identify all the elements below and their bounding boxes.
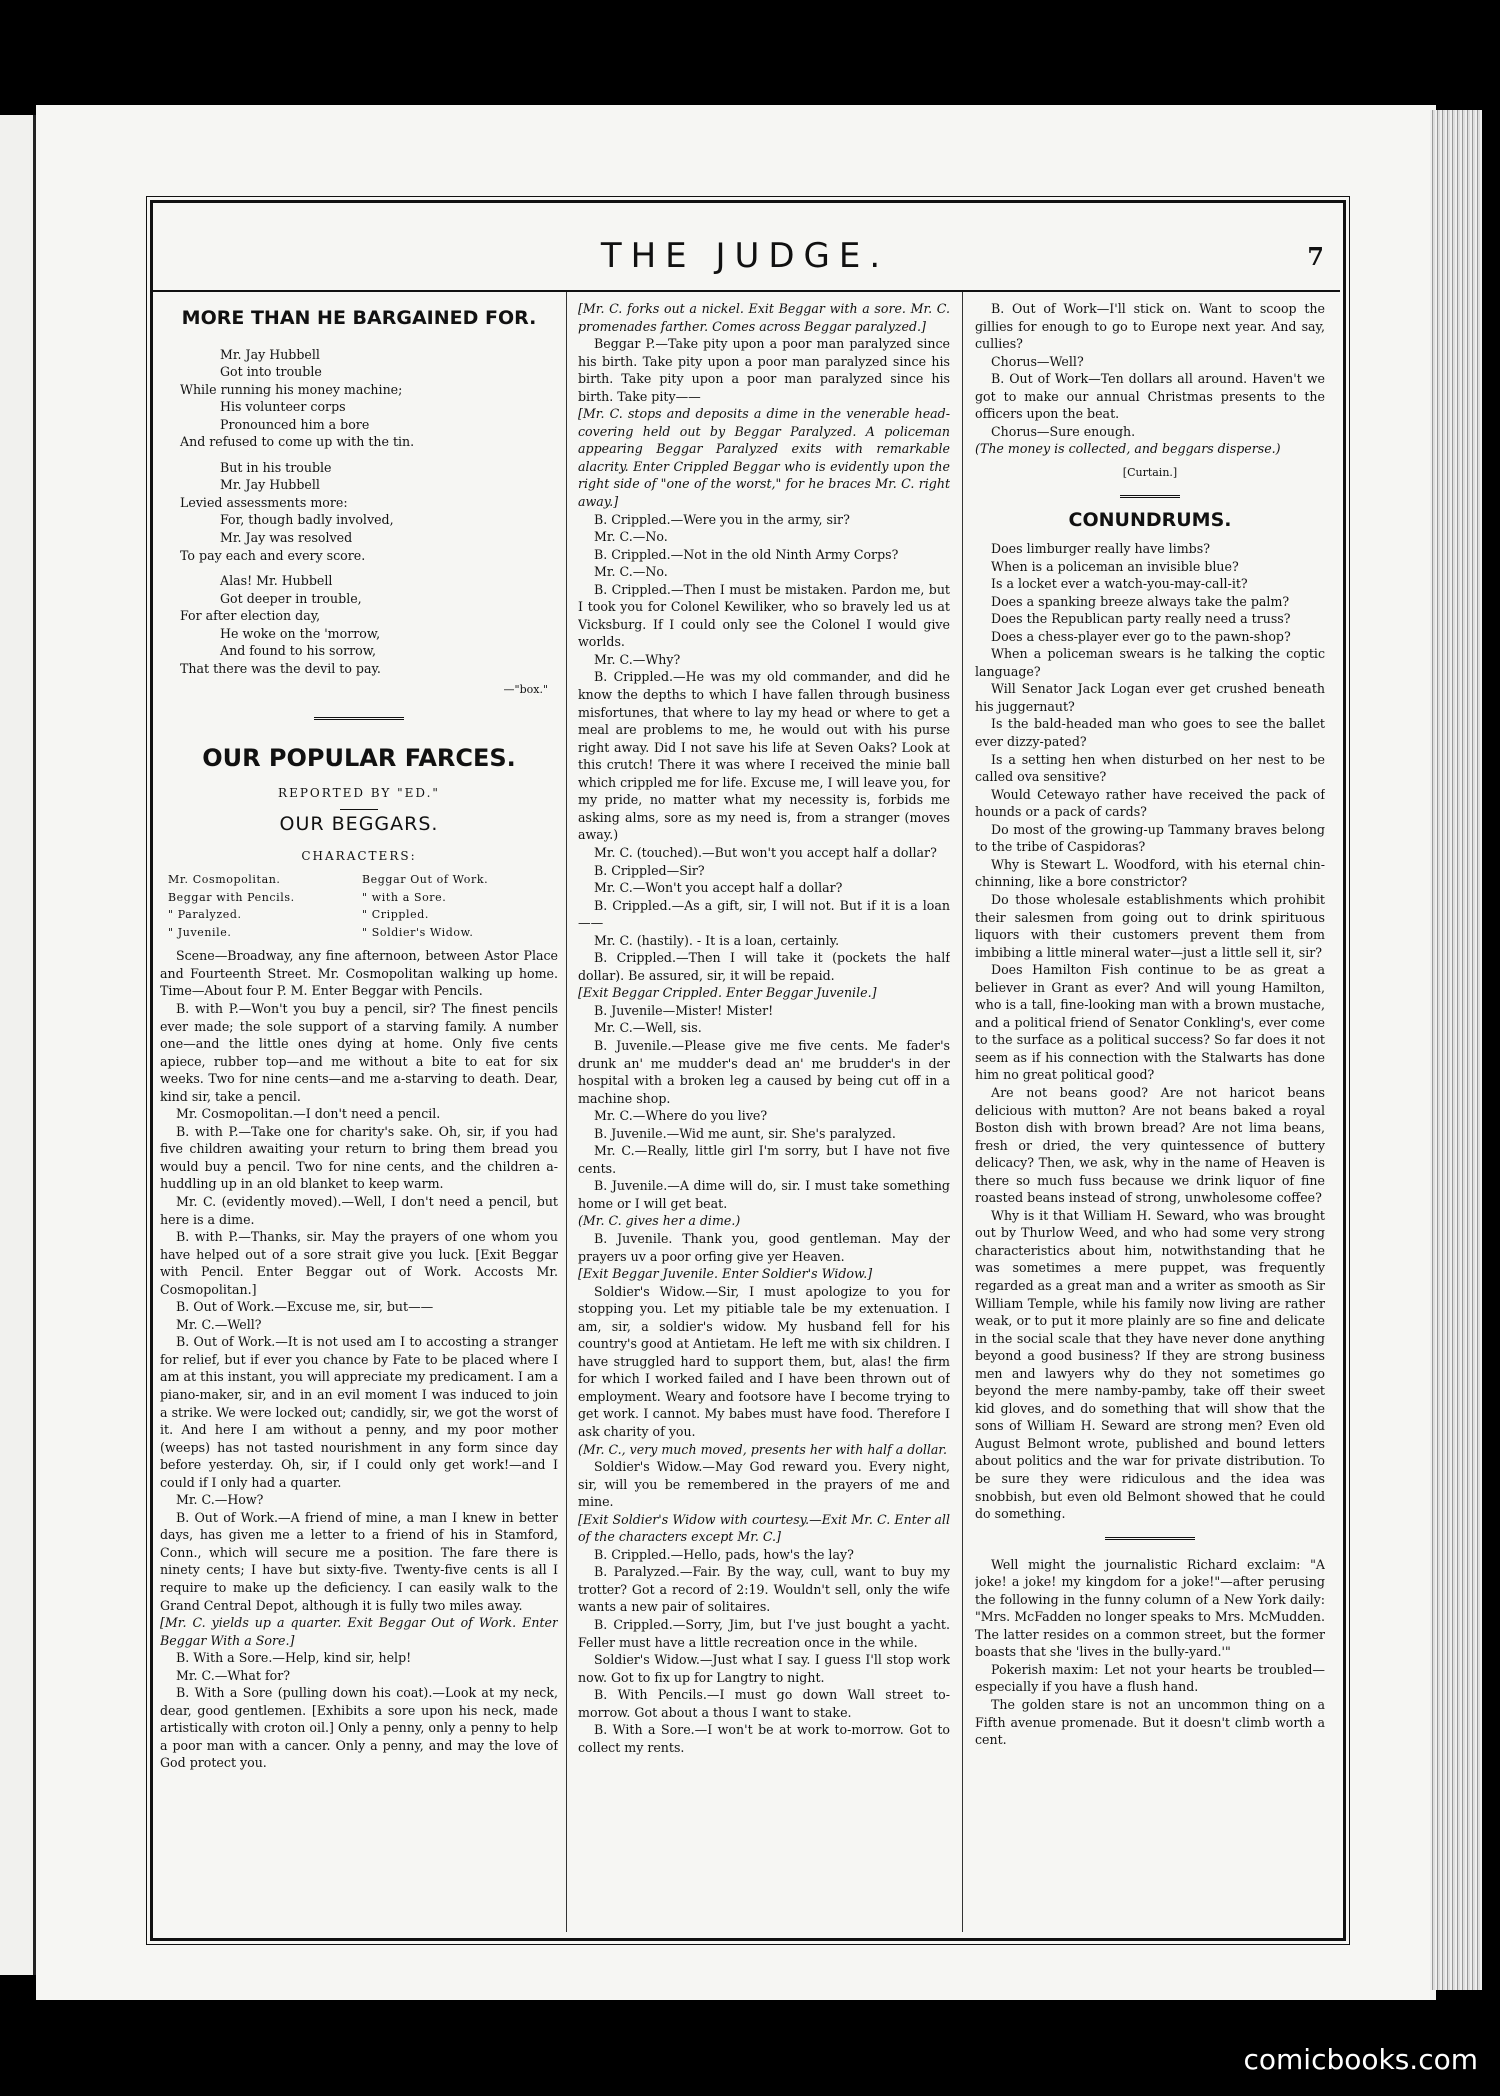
paragraph: Soldier's Widow.—May God reward you. Every night, sir, will you be remembered in the prayers of me and mine. <box>578 1459 950 1510</box>
paragraph: B. Juvenile.—A dime will do, sir. I must take something home or I will get beat. <box>578 1178 950 1211</box>
paragraph: B. Juvenile.—Wid me aunt, sir. She's paralyzed. <box>594 1125 896 1141</box>
poem <box>160 346 558 678</box>
paragraph: Mr. C.—Why? <box>594 651 681 667</box>
paragraph: Mr. C.—Where do you live? <box>594 1108 768 1124</box>
characters-list <box>160 871 558 941</box>
paragraph: Scene—Broadway, any fine afternoon, between Astor Place and Fourteenth Street. Mr. Cosmopolitan walking up home. Time—About four P. M. Enter Beggar with Pencils. <box>160 948 558 999</box>
paragraph: B. Crippled.—Were you in the army, sir? <box>594 511 850 527</box>
paragraph: B. Crippled.—Then I must be mistaken. Pardon me, but I took you for Colonel Kewiliker, who so bravely led us at Vicksburg. If I could only see the Colonel I would give worlds. <box>578 581 950 650</box>
paragraph: Does a spanking breeze always take the palm? <box>991 593 1290 609</box>
poem-line: Pronounced him a bore <box>220 416 370 432</box>
paragraph: Mr. C.—How? <box>176 1492 264 1508</box>
column-divider <box>566 292 567 1932</box>
character-entry: " Paralyzed. <box>168 908 242 922</box>
facing-page-edge <box>0 115 40 1975</box>
paragraph: [Exit Beggar Juvenile. Enter Soldier's Widow.] <box>578 1266 873 1282</box>
poem-line: Got deeper in trouble, <box>220 590 362 606</box>
paragraph: Is a setting hen when disturbed on her nest to be called ova sensitive? <box>975 751 1325 785</box>
short-rule <box>340 809 378 810</box>
character-entry: " Crippled. <box>362 908 429 922</box>
book-page-edges <box>1430 110 1482 1990</box>
character-entry: Mr. Cosmopolitan. <box>168 873 281 887</box>
paragraph: B. Crippled.—As a gift, sir, I will not. But if it is a loan—— <box>578 897 950 931</box>
paragraph: B. With Pencils.—I must go down Wall street to-morrow. Got about a thous I want to stake. <box>578 1687 950 1720</box>
column-one <box>160 300 558 1925</box>
paragraph: B. With a Sore.—I won't be at work to-morrow. Got to collect my rents. <box>578 1722 950 1755</box>
paragraph: B. Out of Work.—A friend of mine, a man I knew in better days, has given me a letter to a friend of his in Stamford, Conn., which will secure me a position. The fare there is ninety cents; I have but sixty-five. Twenty-five cents is all I require to make up the deficiency. I can easily walk to the Grand Central Depot, although it is fully two miles away. <box>160 1509 558 1613</box>
paragraph: B. with P.—Take one for charity's sake. Oh, sir, if you had five children awaiting your return to bring them bread you would buy a pencil. Two for nine cents, and the children a-huddling up in an old blanket to keep warm. <box>160 1123 558 1192</box>
paragraph: B. Crippled.—Then I will take it (pockets the half dollar). Be assured, sir, it will be repaid. <box>578 950 950 983</box>
paragraph: Do those wholesale establishments which prohibit their salesmen from going out to drink spirituous liquors with their customers prevent them from imbibing a little mineral water—just a little sell it, sir? <box>975 891 1325 960</box>
paragraph: B. Crippled.—He was my old commander, and did he know the depths to which I have fallen through business misfortunes, that where to lay my head or where to get a meal are problems to me, he would out with his purse right away. Did I not save his life at Seven Oaks? Look at this crutch! There it was where I received the minie ball which crippled me for life. Excuse me, I will leave you, for my pride, no matter what my necessity is, forbids me asking alms, sore as my need is, from a stranger (moves away.) <box>578 669 950 843</box>
paragraph: Mr. C.—No. <box>594 529 668 545</box>
column-three <box>975 300 1325 1925</box>
paragraph: (The money is collected, and beggars disperse.) <box>975 441 1281 457</box>
masthead: THE JUDGE. <box>600 236 890 276</box>
paragraph: Is the bald-headed man who goes to see the ballet ever dizzy-pated? <box>975 716 1325 750</box>
poem-line: For after election day, <box>180 608 321 624</box>
paragraph: Mr. C. (touched).—But won't you accept half a dollar? <box>594 844 937 860</box>
poem-title: MORE THAN HE BARGAINED FOR. <box>181 307 537 329</box>
poem-line: While running his money machine; <box>180 381 403 397</box>
paragraph: The golden stare is not an uncommon thing on a Fifth avenue promenade. But it doesn't climb worth a cent. <box>975 1697 1325 1748</box>
paragraph: B. Out of Work.—It is not used am I to accosting a stranger for relief, but if ever you chance by Fate to be placed where I am at this instant, you will appreciate my predicament. I am a piano-maker, sir, and in an evil moment I was induced to join a strike. We were locked out; candidly, sir, we got the worst of it. And here I am without a penny, and my poor mother (weeps) has not tasted nourishment in any form since day before yesterday. Oh, sir, if I could only get work!—and I could if I only had a quarter. <box>160 1334 558 1490</box>
paragraph: Soldier's Widow.—Just what I say. I guess I'll stop work now. Got to fix up for Langtry to night. <box>578 1652 950 1685</box>
section-divider <box>1105 1537 1195 1544</box>
paragraph: Are not beans good? Are not haricot beans delicious with mutton? Are not beans baked a royal Boston dish with brown bread? Are not lima beans, fresh or dried, the very quintessence of buttery delicacy? Then, we ask, why in the name of Heaven is there so much fuss because we drink liquor of fine roasted beans instead of strong, unwholesome coffee? <box>975 1084 1325 1206</box>
curtain: [Curtain.] <box>1122 465 1178 479</box>
poem-line: His volunteer corps <box>220 399 346 415</box>
paragraph: Mr. Cosmopolitan.—I don't need a pencil. <box>176 1106 441 1122</box>
character-entry: " with a Sore. <box>362 890 447 904</box>
paragraph: Why is Stewart L. Woodford, with his eternal chin-chinning, like a bore constrictor? <box>975 856 1325 890</box>
paragraph: Mr. C.—No. <box>594 564 668 580</box>
poem-line: For, though badly involved, <box>220 512 394 528</box>
paragraph: When is a policeman an invisible blue? <box>991 558 1239 574</box>
paragraph: [Mr. C. stops and deposits a dime in the venerable head-covering held out by Beggar Paralyzed. A policeman appearing Beggar Paralyzed exits with remarkable alacrity. Enter Crippled Beggar who is evidently upon the right side of "one of the worst," for he braces Mr. C. right away.] <box>578 406 950 510</box>
farce-text <box>160 947 558 1772</box>
conundrums-title: CONUNDRUMS. <box>1068 509 1232 532</box>
poem-signature: —"box." <box>503 683 548 697</box>
beggars-title: OUR BEGGARS. <box>279 813 439 836</box>
paragraph: Well might the journalistic Richard exclaim: "A joke! a joke! my kingdom for a joke!"—after perusing the following in the funny column of a New York daily: "Mrs. McFadden no longer speaks to Mrs. McMudden. The latter resides on a common street, but the former boasts that she 'lives in the bully-yard.'" <box>975 1556 1325 1660</box>
paragraph: Mr. C.—Won't you accept half a dollar? <box>594 880 843 896</box>
paragraph: B. Crippled.—Not in the old Ninth Army Corps? <box>594 546 899 562</box>
poem-line: That there was the devil to pay. <box>180 660 381 676</box>
poem-line: Mr. Jay Hubbell <box>220 346 320 362</box>
paragraph: (Mr. C., very much moved, presents her with half a dollar. <box>578 1441 948 1457</box>
paragraph: [Mr. C. forks out a nickel. Exit Beggar with a sore. Mr. C. promenades farther. Comes across Beggar paralyzed.] <box>578 301 950 334</box>
poem-line: Levied assessments more: <box>180 494 348 510</box>
paragraph: B. with P.—Thanks, sir. May the prayers of one whom you have helped out of a sore strait give you luck. [Exit Beggar with Pencil. Enter Beggar out of Work. Accosts Mr. Cosmopolitan.] <box>160 1229 558 1297</box>
character-entry: " Soldier's Widow. <box>362 925 474 939</box>
column-divider <box>962 292 963 1932</box>
section-divider <box>314 717 404 724</box>
reported-by: REPORTED BY "ED." <box>278 786 440 801</box>
poem-line: Got into trouble <box>220 364 322 380</box>
poem-line: He woke on the 'morrow, <box>220 625 381 641</box>
character-entry: Beggar with Pencils. <box>168 890 295 904</box>
poem-line: And refused to come up with the tin. <box>180 434 415 450</box>
paragraph: (Mr. C. gives her a dime.) <box>578 1213 741 1229</box>
paragraph: B. Juvenile.—Please give me five cents. Me fader's drunk an' me mudder's dead an' me brudder's in der hospital with a broken leg a caused by being cut off in a machine shop. <box>578 1037 950 1106</box>
page-number: 7 <box>1307 242 1324 271</box>
poem-line: Mr. Jay Hubbell <box>220 477 320 493</box>
section-divider <box>1120 495 1180 502</box>
paragraph: Chorus—Sure enough. <box>991 423 1136 439</box>
poem-line: And found to his sorrow, <box>220 643 377 659</box>
paragraph: B. Paralyzed.—Fair. By the way, cull, want to buy my trotter? Got a record of 2:19. Wouldn't sell, only the wife wants a new pair of solitaires. <box>578 1564 950 1615</box>
paragraph: Mr. C.—Well, sis. <box>594 1020 702 1036</box>
paragraph: Do most of the growing-up Tammany braves belong to the tribe of Caspidoras? <box>975 821 1325 855</box>
poem-line: But in his trouble <box>220 459 332 475</box>
paragraph: Mr. C.—Really, little girl I'm sorry, but I have not five cents. <box>578 1143 950 1176</box>
paragraph: B. Juvenile—Mister! Mister! <box>594 1002 774 1018</box>
paragraph: Mr. C.—What for? <box>176 1667 290 1683</box>
paragraph: Is a locket ever a watch-you-may-call-it? <box>991 576 1248 592</box>
paragraph: Mr. C. (evidently moved).—Well, I don't need a pencil, but here is a dime. <box>160 1193 558 1227</box>
paragraph: Pokerish maxim: Let not your hearts be troubled—especially if you have a flush hand. <box>975 1661 1325 1695</box>
paragraph: B. Out of Work—Ten dollars all around. Haven't we got to make our annual Christmas presents to the officers upon the beat. <box>975 371 1325 422</box>
paragraph: Mr. C. (hastily). - It is a loan, certainly. <box>594 932 840 948</box>
paragraph: Soldier's Widow.—Sir, I must apologize to you for stopping you. Let my pitiable tale be my extenuation. I am, sir, a soldier's widow. My husband fell for his country's good at Antietam. He left me with six children. I have struggled hard to support them, but, alas! the firm for which I worked failed and I have been thrown out of employment. Weary and footsore have I become trying to get work. I cannot. My babes must have food. Therefore I ask charity of you. <box>578 1283 950 1439</box>
header-rule <box>150 290 1340 292</box>
paragraph: When a policeman swears is he talking the coptic language? <box>975 646 1325 679</box>
character-entry: Beggar Out of Work. <box>362 873 489 887</box>
paragraphs-bottom <box>975 1556 1325 1749</box>
paragraph: Beggar P.—Take pity upon a poor man paralyzed since his birth. Take pity upon a poor man paralyzed since his birth. Take pity upon a poor man paralyzed since his birth. Take pity—— <box>578 336 950 404</box>
page-header <box>150 230 1340 280</box>
paragraph: Why is it that William H. Seward, who was brought out by Thurlow Weed, and who had some very strong characteristics about him, notwithstanding that he was sometimes a mere puppet, was frequently regarded as a great man and a writer as smooth as Sir William Temple, while his family now living are rather weak, or to put it more plainly are so fine and delicate in the social scale that they have never done anything beyond a good business? If they are strong business men and lawyers why do they not sometimes go beyond the mere namby-pamby, take off their sweet kid gloves, and do something that will show that the sons of William H. Seward are strong men? Even old August Belmont wrote, published and bound letters about politics and the war for private distribution. To be sure they were ridiculous and the idea was snobbish, but even old Belmont showed that he could do something. <box>975 1207 1325 1522</box>
paragraph: [Mr. C. yields up a quarter. Exit Beggar Out of Work. Enter Beggar With a Sore.] <box>160 1615 558 1648</box>
paragraph: B. with P.—Won't you buy a pencil, sir? The finest pencils ever made; the sole support of a starving family. A number one—and the little ones dying at home. Only five cents apiece, rubber top—and me without a bite to eat for six weeks. Two for nine cents—and me a-starving to death. Dear, kind sir, take a pencil. <box>160 1000 558 1104</box>
paragraph: [Exit Beggar Crippled. Enter Beggar Juvenile.] <box>578 985 877 1001</box>
paragraph: Would Cetewayo rather have received the pack of hounds or a pack of cards? <box>975 786 1325 820</box>
poem-line: To pay each and every score. <box>180 547 366 563</box>
conundrums-list <box>975 540 1325 1523</box>
paragraph: B. Out of Work.—Excuse me, sir, but—— <box>176 1299 434 1315</box>
farces-title: OUR POPULAR FARCES. <box>202 743 516 772</box>
paragraph: B. Crippled.—Sorry, Jim, but I've just bought a yacht. Feller must have a little recreation once in the while. <box>578 1617 950 1650</box>
poem-line: Alas! Mr. Hubbell <box>220 573 333 589</box>
paragraph: Mr. C.—Well? <box>176 1316 262 1332</box>
paragraph: Chorus—Well? <box>991 353 1084 369</box>
farce-ending <box>975 300 1325 458</box>
paragraph: Does limburger really have limbs? <box>991 541 1210 557</box>
paragraph: Does Hamilton Fish continue to be as great a believer in Grant as ever? And will young Hamilton, who is a tall, fine-looking man with a brown mustache, and a political friend of Senator Conkling's, ever come to the surface as a political success? So far does it not seem as if his connection with the Stalwarts has done him no great political good? <box>975 962 1325 1083</box>
paragraph: B. Crippled.—Hello, pads, how's the lay? <box>594 1546 854 1562</box>
paragraph: Does a chess-player ever go to the pawn-shop? <box>991 628 1291 644</box>
poem-line: Mr. Jay was resolved <box>220 530 353 546</box>
paragraph: B. Crippled—Sir? <box>594 862 705 878</box>
farce-text-continued <box>578 300 950 1756</box>
paragraph: [Exit Soldier's Widow with courtesy.—Exit Mr. C. Enter all of the characters except Mr. C.] <box>578 1511 950 1545</box>
paragraph: B. Juvenile. Thank you, good gentleman. May der prayers uv a poor orfing give yer Heaven. <box>578 1230 950 1264</box>
paragraph: B. With a Sore.—Help, kind sir, help! <box>176 1650 412 1666</box>
column-two <box>578 300 950 1925</box>
paragraph: B. Out of Work—I'll stick on. Want to scoop the gillies for enough to go to Europe next year. And say, cullies? <box>975 301 1325 352</box>
site-watermark: comicbooks.com <box>1243 2043 1478 2076</box>
character-entry: " Juvenile. <box>168 925 232 939</box>
paragraph: Will Senator Jack Logan ever get crushed beneath his juggernaut? <box>975 681 1325 714</box>
paragraph: B. With a Sore (pulling down his coat).—Look at my neck, dear, good gentlemen. [Exhibits a sore upon his neck, made artistically with croton oil.] Only a penny, only a penny to help a poor man with a cancer. Only a penny, and may the love of God protect you. <box>160 1685 558 1771</box>
paragraph: Does the Republican party really need a truss? <box>991 611 1291 627</box>
characters-label: CHARACTERS: <box>301 848 417 863</box>
